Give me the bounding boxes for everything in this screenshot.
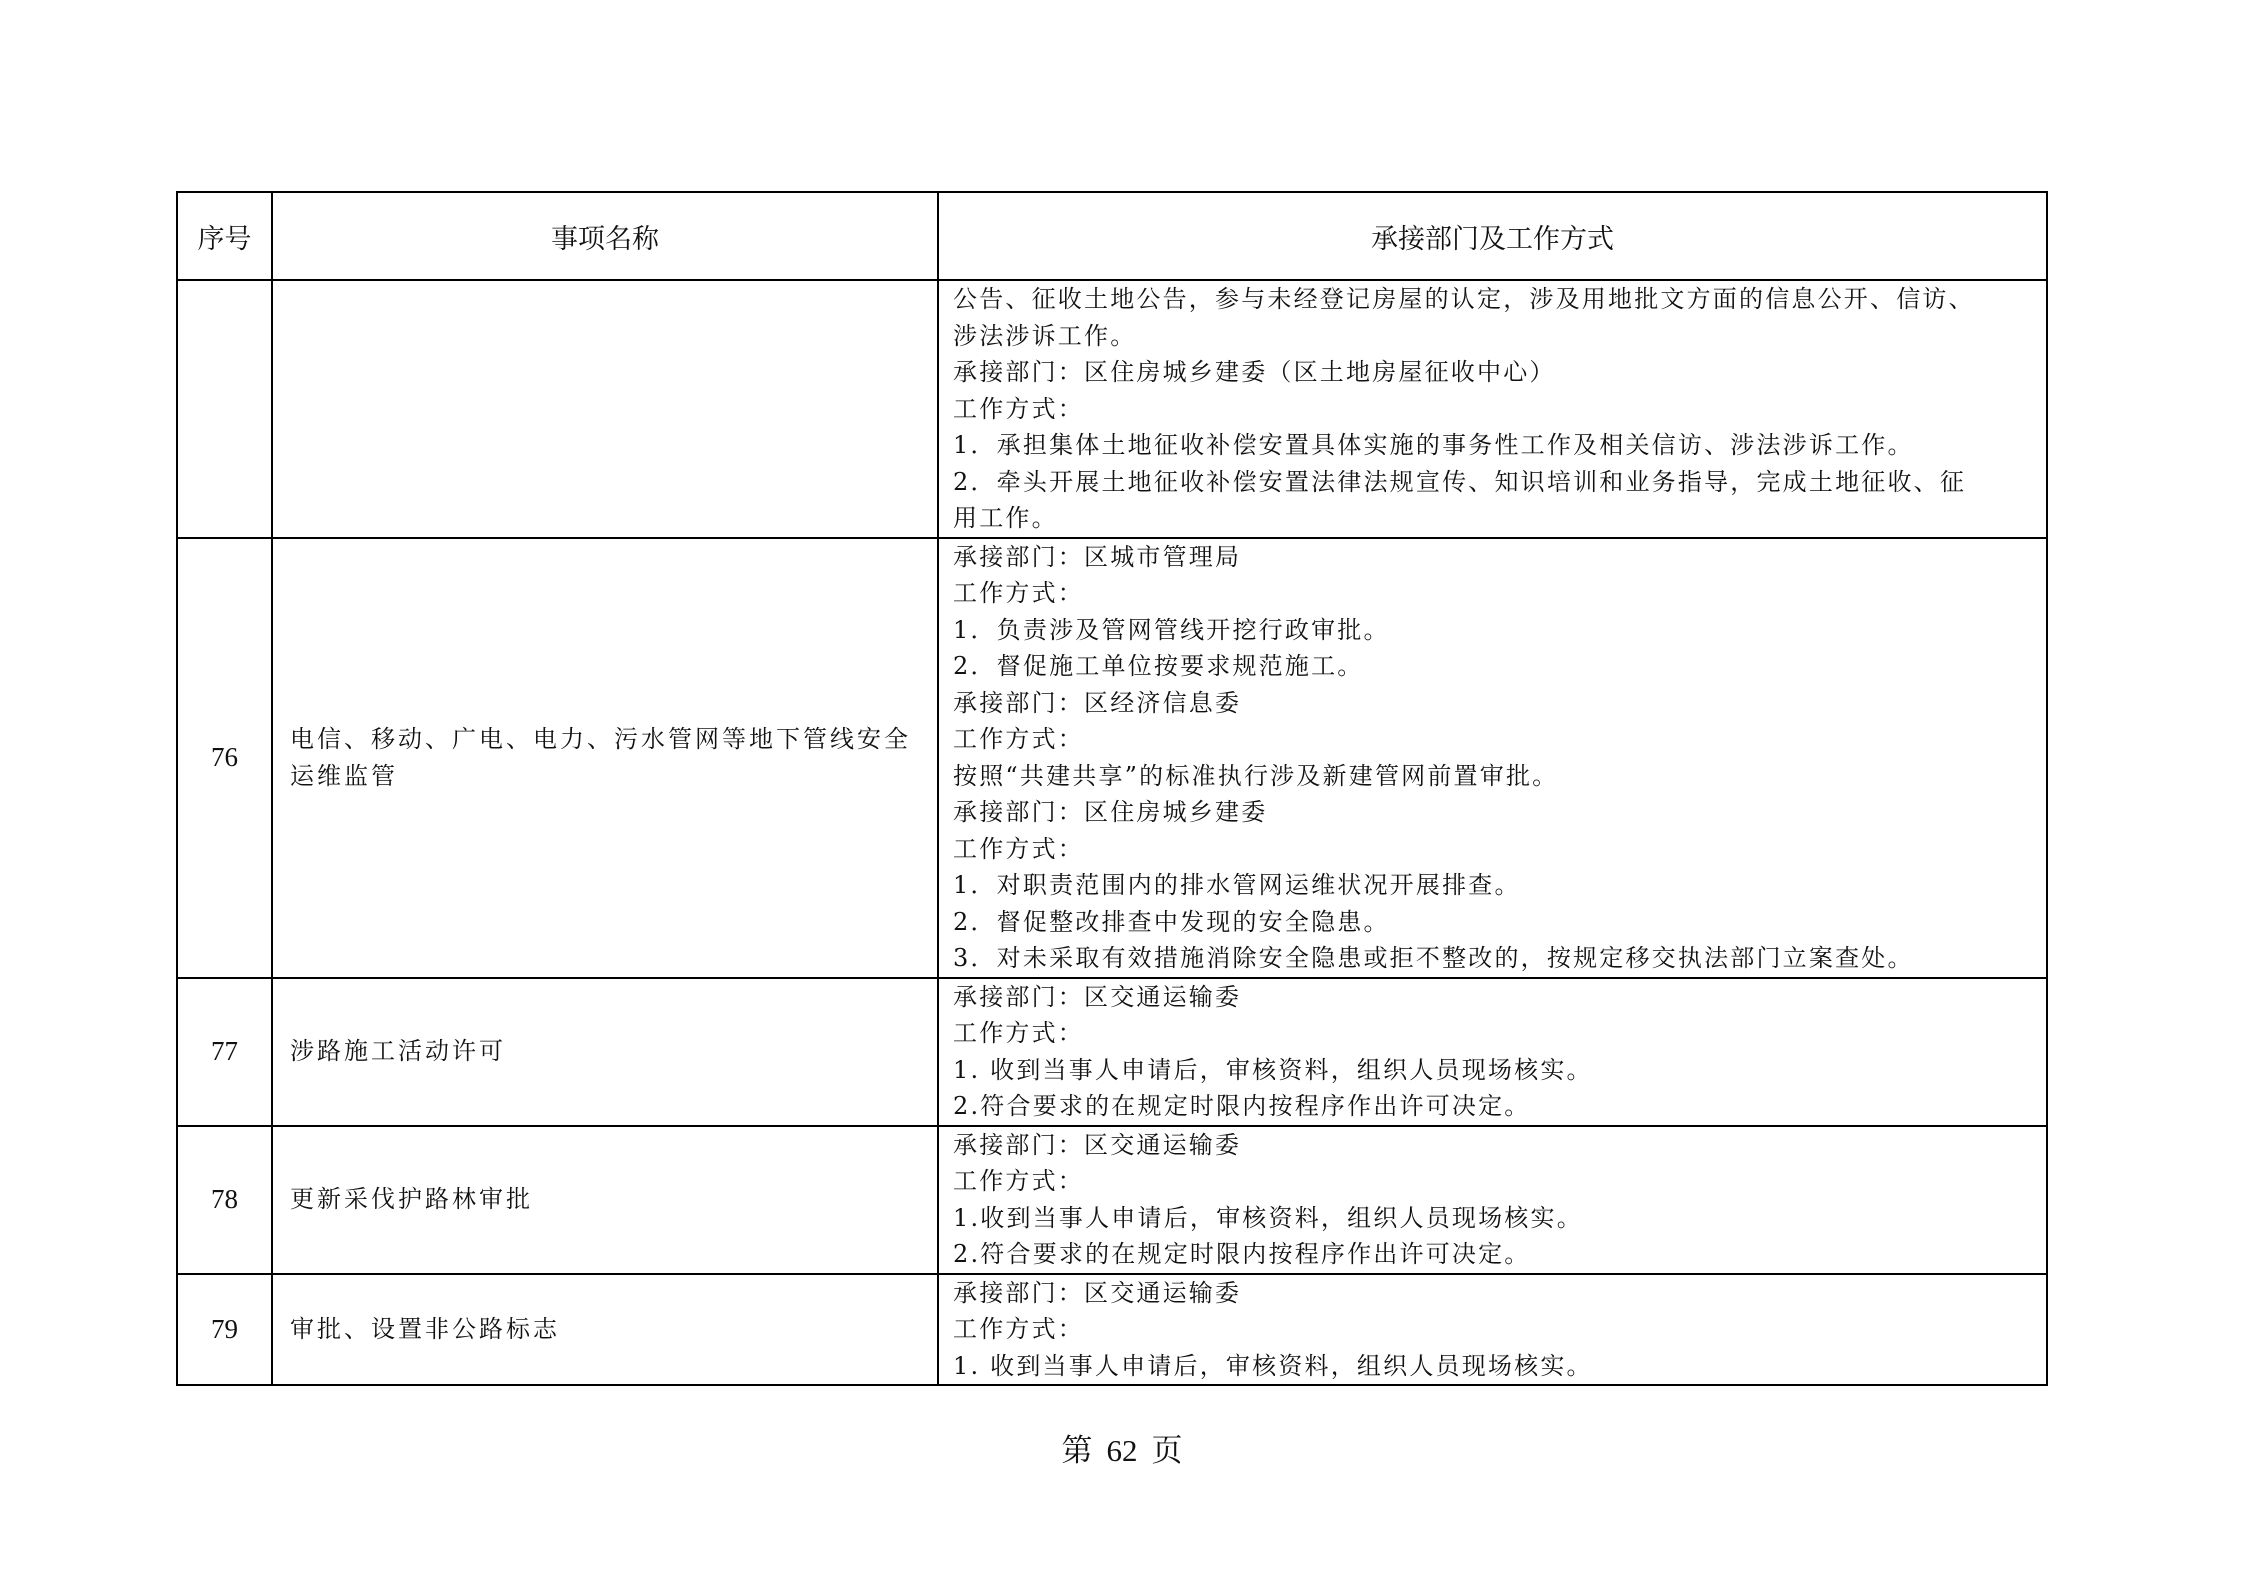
- table-row: [177, 280, 2047, 538]
- content-line: 2.符合要求的在规定时限内按程序作出许可决定。: [953, 1092, 1531, 1120]
- content-line: 工作方式：: [953, 1167, 1084, 1195]
- table-row: [177, 1126, 2047, 1274]
- content-line: 工作方式：: [953, 834, 1084, 863]
- cell-matter-name: 审批、设置非公路标志: [272, 1274, 938, 1386]
- content-line: 承接部门：区交通运输委: [953, 982, 1242, 1011]
- table-header-row: [177, 192, 2047, 280]
- content-line: 2．督促整改排查中发现的安全隐患。: [953, 907, 1390, 936]
- table-row: [177, 1274, 2047, 1386]
- cell-serial-no: [177, 280, 272, 538]
- cell-serial-no: 77: [177, 978, 272, 1126]
- content-line: 工作方式：: [953, 725, 1084, 753]
- content-line: 承接部门：区交通运输委: [953, 1278, 1242, 1307]
- cell-serial-no: 78: [177, 1126, 272, 1274]
- cell-matter-name: 电信、移动、广电、电力、污水管网等地下管线安全运维监管: [272, 538, 938, 978]
- content-line: 承接部门：区住房城乡建委: [953, 798, 1268, 826]
- content-line: 2．牵头开展土地征收补偿安置法律法规宣传、知识培训和业务指导，完成土地征收、征: [953, 467, 1967, 496]
- content-line: 1．负责涉及管网管线开挖行政审批。: [953, 615, 1390, 644]
- cell-matter-name: 涉路施工活动许可: [272, 978, 938, 1126]
- content-line: 1. 收到当事人申请后，审核资料，组织人员现场核实。: [953, 1055, 1593, 1084]
- cell-matter-name: [272, 280, 938, 538]
- content-line: 工作方式：: [953, 1315, 1084, 1343]
- cell-serial-no: 76: [177, 538, 272, 978]
- content-line: 工作方式：: [953, 579, 1084, 607]
- page-footer: [0, 1425, 2244, 1470]
- page-label-suffix: 页: [1151, 1433, 1183, 1469]
- page-number: 62: [1106, 1433, 1138, 1468]
- header-department-method: 承接部门及工作方式: [938, 192, 2047, 280]
- content-line: 工作方式：: [953, 1019, 1084, 1047]
- content-line: 涉法涉诉工作。: [953, 321, 1137, 350]
- content-line: 3．对未采取有效措施消除安全隐患或拒不整改的，按规定移交执法部门立案查处。: [953, 944, 1914, 972]
- page-label-prefix: 第: [1061, 1433, 1093, 1469]
- content-line: 用工作。: [953, 504, 1058, 532]
- cell-serial-no: 79: [177, 1274, 272, 1386]
- content-line: 承接部门：区交通运输委: [953, 1130, 1242, 1159]
- cell-department-method: [938, 1126, 2047, 1274]
- content-line: 1.收到当事人申请后，审核资料，组织人员现场核实。: [953, 1203, 1583, 1232]
- cell-department-method: [938, 280, 2047, 538]
- header-matter-name: 事项名称: [272, 192, 938, 280]
- content-line: 按照“共建共享”的标准执行涉及新建管网前置审批。: [953, 761, 1559, 790]
- header-serial-no: 序号: [177, 192, 272, 280]
- content-line: 承接部门：区城市管理局: [953, 542, 1242, 571]
- cell-department-method: [938, 978, 2047, 1126]
- matters-table: [176, 191, 2048, 1386]
- cell-department-method: [938, 538, 2047, 978]
- table-row: [177, 538, 2047, 978]
- content-line: 1. 收到当事人申请后，审核资料，组织人员现场核实。: [953, 1351, 1593, 1380]
- content-line: 1．对职责范围内的排水管网运维状况开展排查。: [953, 871, 1521, 899]
- content-line: 1．承担集体土地征收补偿安置具体实施的事务性工作及相关信访、涉法涉诉工作。: [953, 431, 1914, 459]
- content-line: 承接部门：区住房城乡建委（区土地房屋征收中心）: [953, 358, 1556, 386]
- content-line: 承接部门：区经济信息委: [953, 688, 1242, 717]
- cell-department-method: [938, 1274, 2047, 1386]
- content-line: 2．督促施工单位按要求规范施工。: [953, 652, 1364, 680]
- content-line: 公告、征收土地公告，参与未经登记房屋的认定，涉及用地批文方面的信息公开、信访、: [953, 285, 1975, 313]
- content-line: 工作方式：: [953, 394, 1084, 423]
- cell-matter-name: 更新采伐护路林审批: [272, 1126, 938, 1274]
- content-line: 2.符合要求的在规定时限内按程序作出许可决定。: [953, 1240, 1531, 1268]
- table-row: [177, 978, 2047, 1126]
